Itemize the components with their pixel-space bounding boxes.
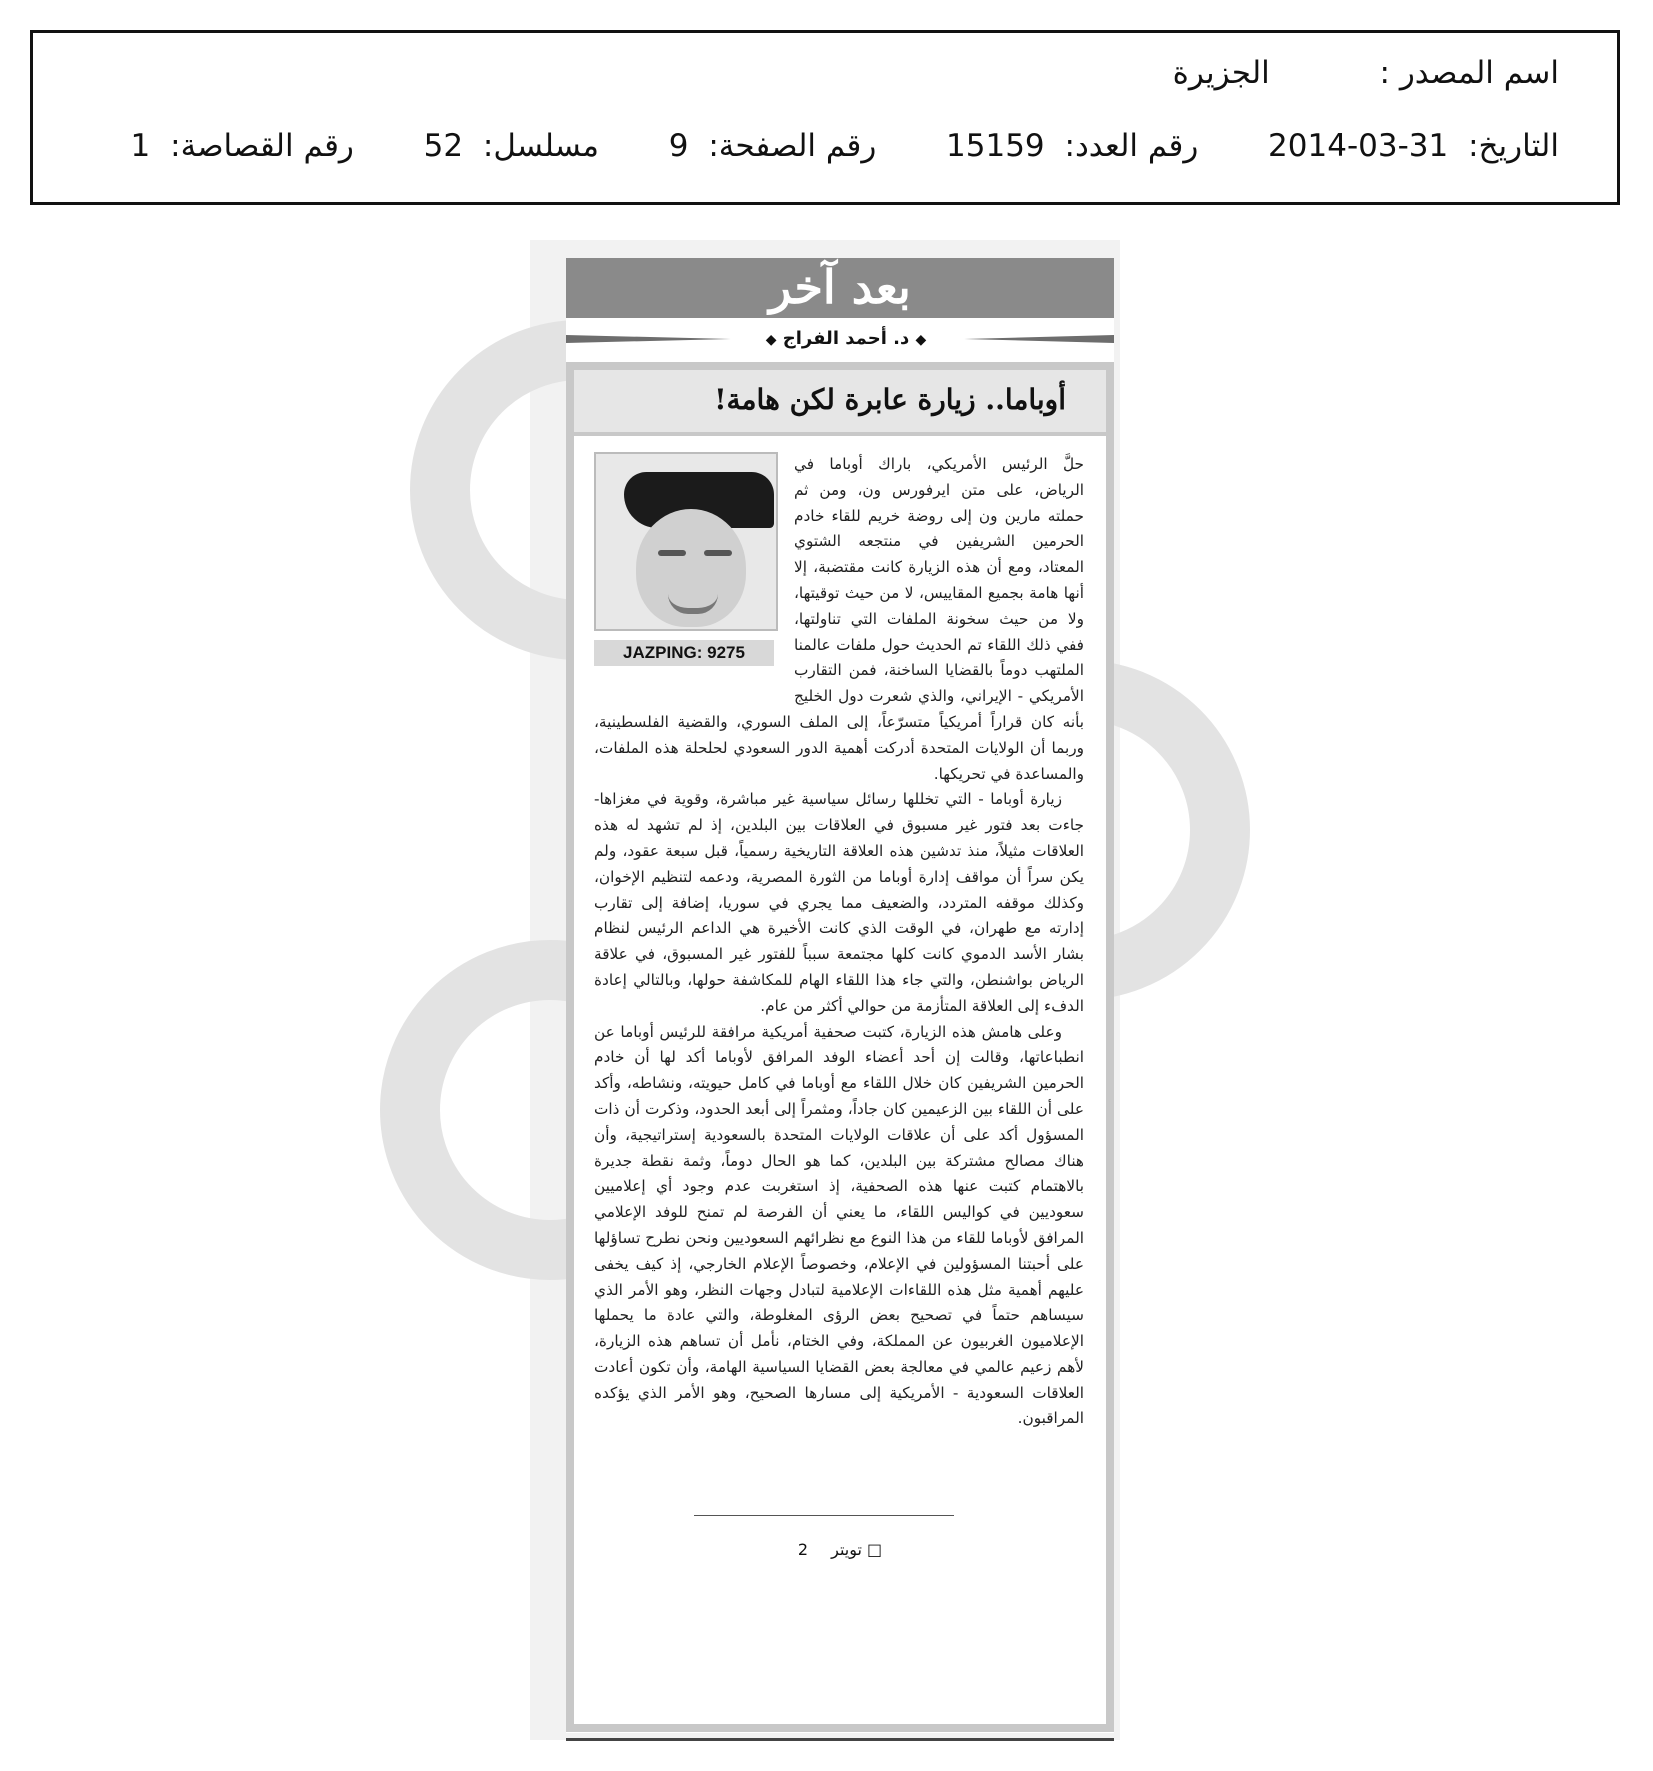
article-paragraph: زيارة أوباما - التي تخللها رسائل سياسية غير مباشرة، وقوية في مغزاها- جاءت بعد فتور غير مسبوق في العلاقات بين البلدين، إذ لم تشهد له هذه العلاقات مثيلاً، منذ تدشين هذه العلاقة التاريخية رسمياً، قبل سبعة عقود، ولم يكن سراً أن مواقف إدارة أوباما من الثورة المصرية، ودعمه لتنظيم الإخوان، وكذلك موقفه المتردد، والضعيف مما يجري في سوريا، إضافة إلى تقارب إدارته مع طهران، في الوقت الذي كانت الأخيرة هي الداعم الرئيس لنظام بشار الأسد الدموي كانت كلها مجتمعة سبباً للفتور غير المسبوق، في علاقة الرياض بواشنطن، والتي جاء هذا اللقاء الهام للمكاشفة حولها، وبالتالي إعادة الدفء إلى العلاقة المتأزمة من حوالي أكثر من عام. xyxy=(594,790,1084,1015)
article-paragraph: حلَّ الرئيس الأمريكي، باراك أوباما في الرياض، على متن ايرفورس ون، ومن ثم حملته مارين ون إلى روضة خريم للقاء خادم الحرمين الشريفين في منتجعه الشتوي المعتاد، ومع أن هذه الزيارة كانت مقتضبة، إلا أنها هامة بجميع المقاييس، لا من حيث توقيتها، ولا من حيث سخونة الملفات التي تناولتها، ففي ذلك اللقاء تم الحديث حول ملفات عالمنا الملتهب دوماً بالقضايا الساخنة، فمن التقارب الأمريكي - الإيراني، والذي شعرت دول الخليج بأنه كان قراراً أمريكياً متسرّعاً، إلى الملف السوري، والقضية الفلسطينية، وربما أن الولايات المتحدة أدركت أهمية الدور السعودي لحلحلة هذه الملفات، والمساعدة في تحريكها. xyxy=(594,455,1084,783)
byline-rule-left xyxy=(566,335,731,343)
serial-label: مسلسل: xyxy=(482,128,600,164)
twitter-label: □ تويتر xyxy=(831,1540,883,1559)
twitter-handle: 2 xyxy=(797,1540,809,1559)
source-value: الجزيرة xyxy=(1172,55,1270,91)
photo-caption: JAZPING: 9275 xyxy=(594,640,774,666)
source-row xyxy=(1173,55,1559,91)
article-body xyxy=(594,452,1084,1432)
bottom-rule xyxy=(566,1738,1114,1741)
date-label: التاريخ: xyxy=(1468,128,1559,164)
issue-value: 15159 xyxy=(946,128,1045,164)
date-value: 2014-03-31 xyxy=(1268,128,1449,164)
newspaper-clipping xyxy=(566,258,1114,1733)
page-value: 9 xyxy=(668,128,689,164)
article xyxy=(566,362,1114,1732)
byline-bar xyxy=(566,324,1114,354)
twitter-line xyxy=(574,1540,1106,1559)
article-paragraph: وعلى هامش هذه الزيارة، كتبت صحفية أمريكية مرافقة للرئيس أوباما عن انطباعاتها، وقالت إن أحد أعضاء الوفد المرافق لأوباما أكد لها أن خادم الحرمين الشريفين كان خلال اللقاء مع أوباما في كامل حيويته، ونشاطه، وأكد على أن اللقاء بين الزعيمين كان جاداً، ومثمراً إلى أبعد الحدود، وذكرت أن ذات المسؤول أكد على أن علاقات الولايات المتحدة بالسعودية إستراتيجية، وأن هناك مصالح مشتركة بين البلدين، كما هو الحال دوماً، وثمة نقطة جديرة بالاهتمام كتبت عنها هذه الصحفية، إذ استغربت عدم وجود أي إعلاميين سعوديين في كواليس اللقاء، ما يعني أن الفرصة لم تمنح للوفد الإعلامي المرافق لأوباما للقاء من هذا النوع مع نظرائهم السعوديين ونحن نطرح تساؤلها على أحبتنا المسؤولين في الإعلام، وخصوصاً الإعلام الخارجي، إذ كيف يخفى عليهم أهمية مثل هذه اللقاءات الإعلامية لتبادل وجهات النظر، وهو الأمر الذي سيساهم حتماً في تصحيح بعض الرؤى المغلوطة، والتي عادة ما يحملها الإعلاميون الغربيون عن المملكة، وفي الختام، نأمل أن تساهم هذه الزيارة، لأهم زعيم عالمي في معالجة بعض القضايا السياسية الهامة، وأن تكون أعادت العلاقات السعودية - الأمريكية إلى مسارها الصحيح، وهو الأمر الذي يؤكده المراقبون. xyxy=(594,1022,1084,1428)
separator-rule xyxy=(694,1515,954,1516)
clipping-info-box xyxy=(30,30,1620,205)
headline-bar xyxy=(574,370,1106,436)
clip-label: رقم القصاصة: xyxy=(170,128,354,164)
article-headline: أوباما.. زيارة عابرة لكن هامة! xyxy=(714,383,1066,416)
diamond-icon: ◆ xyxy=(915,332,927,348)
issue-label: رقم العدد: xyxy=(1064,128,1199,164)
source-label: اسم المصدر : xyxy=(1379,55,1559,91)
page-label: رقم الصفحة: xyxy=(708,128,877,164)
byline xyxy=(736,324,956,355)
author-name: د. أحمد الفراج xyxy=(782,328,910,349)
serial-value: 52 xyxy=(423,128,464,164)
details-row xyxy=(131,128,1559,164)
diamond-icon: ◆ xyxy=(765,332,777,348)
clip-value: 1 xyxy=(130,128,151,164)
column-name: بعد آخر xyxy=(566,258,1114,318)
byline-rule-right xyxy=(964,335,1114,343)
